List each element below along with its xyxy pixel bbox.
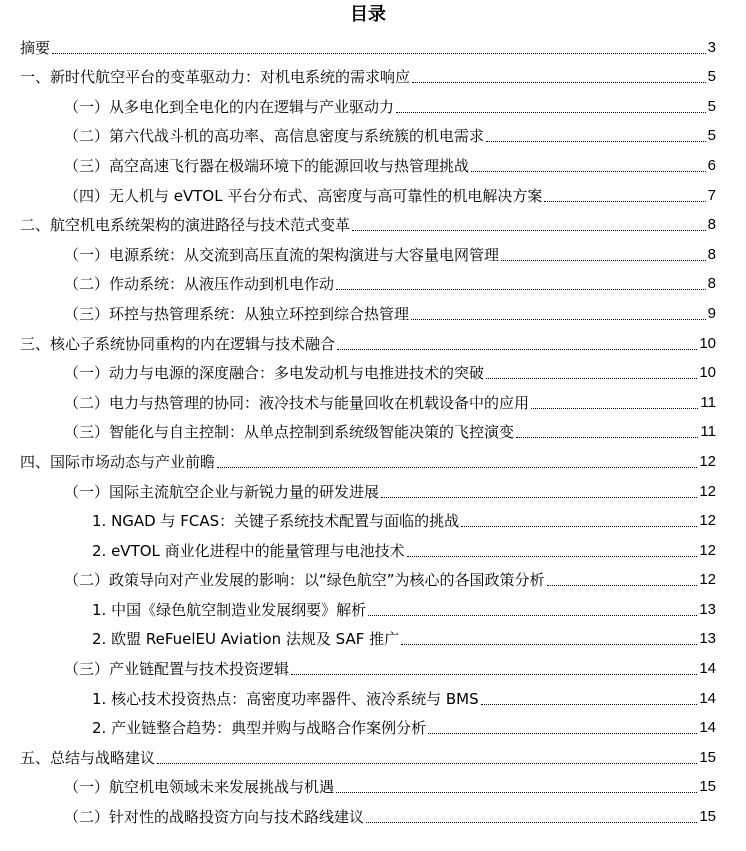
toc-page-number: 12 — [699, 571, 716, 589]
toc-entry-text: （二）作动系统：从液压作动到机电作动 — [64, 275, 335, 294]
toc-list — [20, 30, 716, 829]
toc-page-number: 14 — [699, 719, 716, 737]
toc-dot-leader — [337, 349, 697, 350]
toc-entry-text: （一）从多电化到全电化的内在逻辑与产业驱动力 — [64, 97, 395, 116]
toc-entry-text: 三、核心子系统协同重构的内在逻辑与技术融合 — [20, 334, 336, 353]
toc-dot-leader — [486, 141, 706, 142]
toc-entry[interactable] — [20, 208, 716, 238]
toc-entry-text: 2. 产业链整合趋势：典型并购与战略合作案例分析 — [92, 719, 427, 738]
toc-entry[interactable] — [20, 681, 716, 711]
toc-entry[interactable] — [20, 504, 716, 534]
toc-dot-leader — [291, 674, 697, 675]
toc-entry-text: （二）针对性的战略投资方向与技术路线建议 — [64, 808, 365, 827]
toc-dot-leader — [352, 230, 706, 231]
toc-entry-text: （三）环控与热管理系统：从独立环控到综合热管理 — [64, 304, 410, 323]
toc-entry[interactable] — [20, 237, 716, 267]
toc-entry[interactable] — [20, 740, 716, 770]
toc-entry[interactable] — [20, 296, 716, 326]
toc-dot-leader — [547, 585, 698, 586]
toc-entry-text: 二、航空机电系统架构的演进路径与技术范式变革 — [20, 216, 351, 235]
toc-entry-text: （三）高空高速飞行器在极端环境下的能源回收与热管理挑战 — [64, 156, 470, 175]
toc-page-number: 5 — [707, 97, 716, 115]
toc-page-number: 11 — [700, 393, 716, 411]
toc-entry-text: 摘要 — [20, 38, 51, 57]
toc-entry[interactable] — [20, 622, 716, 652]
toc-entry-text: （二）第六代战斗机的高功率、高信息密度与系统簇的机电需求 — [64, 127, 485, 146]
toc-entry-text: （一）航空机电领域未来发展挑战与机遇 — [64, 778, 335, 797]
toc-entry[interactable] — [20, 267, 716, 297]
toc-entry-text: （三）智能化与自主控制：从单点控制到系统级智能决策的飞控演变 — [64, 423, 515, 442]
toc-entry[interactable] — [20, 711, 716, 741]
toc-page-number: 12 — [699, 541, 716, 559]
toc-dot-leader — [531, 408, 698, 409]
toc-page-number: 14 — [699, 660, 716, 678]
toc-entry-text: （二）政策导向对产业发展的影响：以“绿色航空”为核心的各国政策分析 — [64, 571, 545, 590]
toc-page-number: 10 — [699, 364, 716, 382]
toc-page-number: 13 — [699, 600, 716, 618]
toc-dot-leader — [157, 763, 697, 764]
toc-entry-text: 四、国际市场动态与产业前瞻 — [20, 452, 216, 471]
toc-entry[interactable] — [20, 415, 716, 445]
toc-entry[interactable] — [20, 60, 716, 90]
toc-dot-leader — [381, 497, 697, 498]
toc-page-number: 6 — [707, 156, 716, 174]
toc-page-number: 8 — [707, 216, 716, 234]
toc-page-number: 8 — [707, 245, 716, 263]
toc-entry-text: （一）电源系统：从交流到高压直流的架构演进与大容量电网管理 — [64, 245, 500, 264]
toc-page-number: 12 — [699, 512, 716, 530]
toc-page-number: 12 — [699, 482, 716, 500]
toc-entry[interactable] — [20, 385, 716, 415]
toc-page-number: 11 — [700, 423, 716, 441]
toc-page-number: 10 — [699, 334, 716, 352]
toc-entry[interactable] — [20, 444, 716, 474]
toc-entry[interactable] — [20, 651, 716, 681]
toc-dot-leader — [336, 289, 706, 290]
toc-dot-leader — [486, 378, 697, 379]
toc-dot-leader — [544, 201, 705, 202]
toc-entry-text: （一）动力与电源的深度融合：多电发动机与电推进技术的突破 — [64, 364, 485, 383]
toc-page-number: 12 — [699, 452, 716, 470]
toc-page-number: 5 — [707, 68, 716, 86]
toc-dot-leader — [481, 704, 698, 705]
toc-page-number: 15 — [699, 748, 716, 766]
toc-dot-leader — [471, 171, 706, 172]
toc-dot-leader — [366, 822, 697, 823]
toc-entry[interactable] — [20, 148, 716, 178]
toc-entry-text: （四）无人机与 eVTOL 平台分布式、高密度与高可靠性的机电解决方案 — [64, 186, 543, 205]
toc-dot-leader — [401, 644, 697, 645]
toc-dot-leader — [396, 112, 706, 113]
toc-entry[interactable] — [20, 563, 716, 593]
toc-entry[interactable] — [20, 119, 716, 149]
toc-dot-leader — [516, 437, 698, 438]
toc-page-number: 7 — [707, 186, 716, 204]
toc-page-number: 15 — [699, 808, 716, 826]
toc-dot-leader — [501, 260, 706, 261]
toc-entry-text: 1. NGAD 与 FCAS：关键子系统技术配置与面临的挑战 — [92, 512, 460, 531]
toc-dot-leader — [52, 53, 706, 54]
toc-entry[interactable] — [20, 474, 716, 504]
toc-entry[interactable] — [20, 178, 716, 208]
toc-entry[interactable] — [20, 326, 716, 356]
toc-page-number: 9 — [707, 304, 716, 322]
toc-dot-leader — [336, 792, 697, 793]
toc-page-number: 8 — [707, 275, 716, 293]
toc-entry-text: 2. eVTOL 商业化进程中的能量管理与电池技术 — [92, 541, 405, 560]
toc-entry[interactable] — [20, 799, 716, 829]
toc-page-number: 3 — [707, 38, 716, 56]
toc-entry[interactable] — [20, 770, 716, 800]
toc-dot-leader — [428, 733, 697, 734]
toc-entry-text: （一）国际主流航空企业与新锐力量的研发进展 — [64, 482, 380, 501]
toc-entry-text: 1. 核心技术投资热点：高密度功率器件、液冷系统与 BMS — [92, 689, 479, 708]
toc-dot-leader — [407, 556, 698, 557]
toc-entry-text: 一、新时代航空平台的变革驱动力：对机电系统的需求响应 — [20, 68, 411, 87]
toc-entry[interactable] — [20, 30, 716, 60]
toc-dot-leader — [412, 82, 706, 83]
toc-entry[interactable] — [20, 533, 716, 563]
toc-page-number: 13 — [699, 630, 716, 648]
toc-entry[interactable] — [20, 592, 716, 622]
toc-dot-leader — [217, 467, 697, 468]
toc-entry[interactable] — [20, 89, 716, 119]
toc-dot-leader — [368, 615, 697, 616]
toc-entry-text: 1. 中国《绿色航空制造业发展纲要》解析 — [92, 600, 367, 619]
toc-entry-text: 五、总结与战略建议 — [20, 748, 156, 767]
toc-entry[interactable] — [20, 356, 716, 386]
toc-page-number: 15 — [699, 778, 716, 796]
toc-dot-leader — [411, 319, 706, 320]
toc-entry-text: （三）产业链配置与技术投资逻辑 — [64, 660, 290, 679]
toc-entry-text: 2. 欧盟 ReFuelEU Aviation 法规及 SAF 推广 — [92, 630, 400, 649]
toc-entry-text: （二）电力与热管理的协同：液冷技术与能量回收在机载设备中的应用 — [64, 393, 530, 412]
toc-dot-leader — [461, 526, 697, 527]
toc-page-number: 14 — [699, 689, 716, 707]
toc-page-number: 5 — [707, 127, 716, 145]
toc-title: 目录 — [350, 4, 386, 25]
